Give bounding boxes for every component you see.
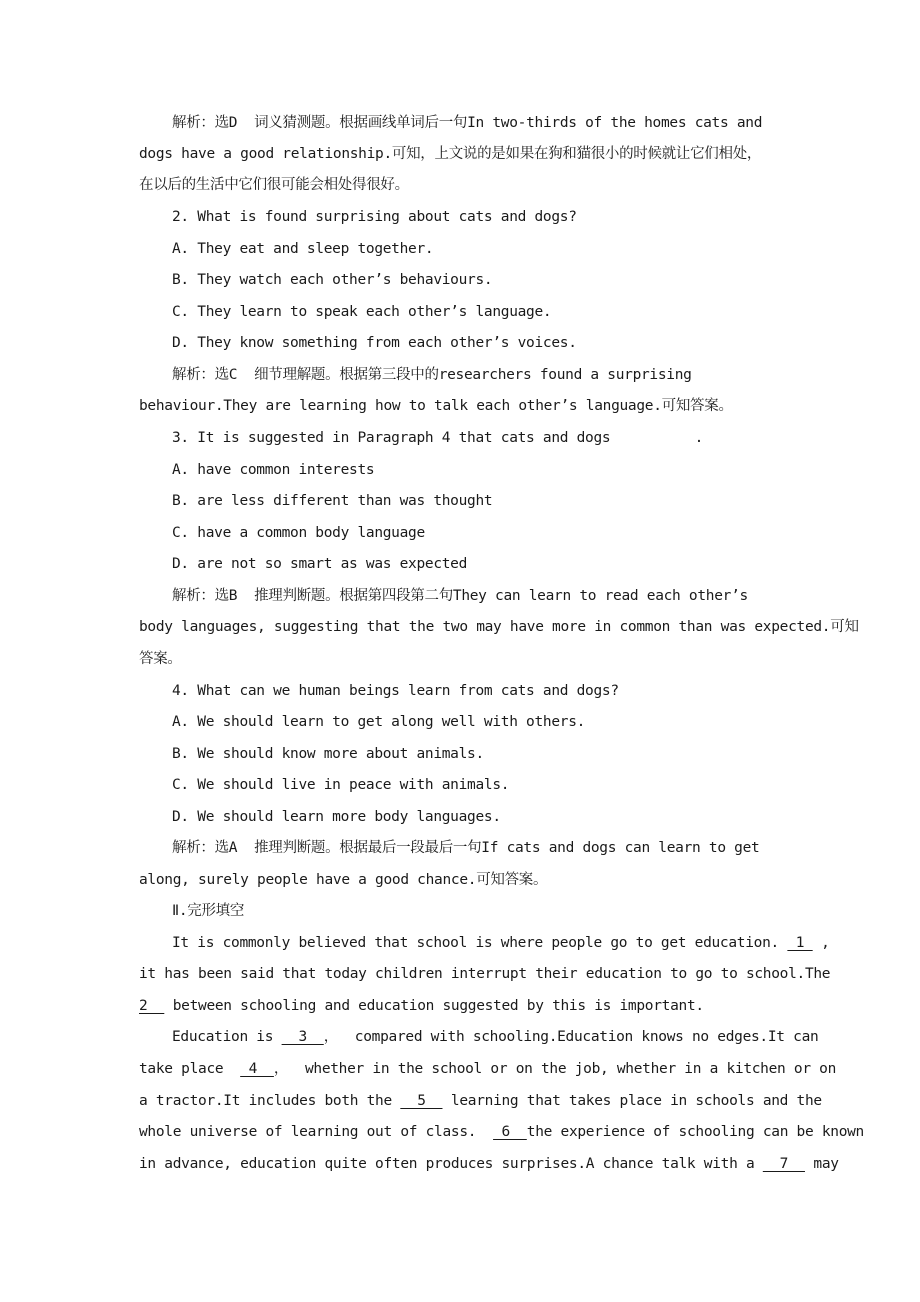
text-segment: 2. What is found surprising about cats and dogs? — [172, 209, 577, 225]
text-segment: It is commonly believed that school is where people go to get education. — [172, 935, 788, 951]
text-line — [172, 933, 830, 953]
text-segment: D. They know something from each other’s voices. — [172, 335, 577, 351]
text-line — [172, 681, 619, 701]
text-line — [139, 870, 547, 890]
text-segment: B. They watch each other’s behaviours. — [172, 272, 493, 288]
text-line — [139, 649, 182, 669]
text-segment: along, surely people have a good chance.可知答案。 — [139, 872, 548, 888]
text-line — [172, 333, 577, 353]
text-line — [172, 302, 551, 322]
text-line — [172, 901, 244, 921]
text-segment: behaviour.They are learning how to talk each other’s language.可知答案。 — [139, 398, 733, 414]
text-segment: 解析：选C 细节理解题。根据第三段中的researchers found a surprising — [172, 367, 692, 383]
text-segment: D. We should learn more body languages. — [172, 809, 501, 825]
text-segment: A. have common interests — [172, 462, 375, 478]
text-line — [139, 1122, 864, 1142]
text-segment: C. They learn to speak each other’s language. — [172, 304, 552, 320]
text-line — [139, 144, 761, 164]
text-line — [172, 113, 762, 133]
cloze-blank: 2 — [139, 998, 165, 1014]
text-segment: it has been said that today children interrupt their education to go to school.The — [139, 966, 831, 982]
text-segment: Education is — [172, 1029, 282, 1045]
cloze-blank: 3 — [281, 1029, 324, 1045]
text-segment: in advance, education quite often produces surprises.A chance talk with a — [139, 1156, 763, 1172]
text-segment: D. are not so smart as was expected — [172, 556, 468, 572]
text-line — [172, 523, 425, 543]
text-segment: 答案。 — [139, 651, 182, 667]
text-segment: whole universe of learning out of class. — [139, 1124, 494, 1140]
text-line — [172, 365, 692, 385]
text-segment: B. We should know more about animals. — [172, 746, 484, 762]
text-segment: the experience of schooling can be known — [526, 1124, 864, 1140]
text-segment: ， compared with schooling.Education knows no edges.It can — [323, 1029, 819, 1045]
text-segment: A. We should learn to get along well with others. — [172, 714, 586, 730]
text-segment: 在以后的生活中它们很可能会相处得很好。 — [139, 177, 409, 193]
text-segment: A. They eat and sleep together. — [172, 241, 434, 257]
text-segment: C. We should live in peace with animals. — [172, 777, 510, 793]
text-segment: take place — [139, 1061, 241, 1077]
text-segment: C. have a common body language — [172, 525, 425, 541]
text-line — [172, 270, 492, 290]
text-segment: , — [812, 935, 830, 951]
text-line — [172, 460, 374, 480]
text-line — [172, 838, 759, 858]
cloze-blank: 5 — [400, 1093, 443, 1109]
text-segment: dogs have a good relationship.可知，上文说的是如果在狗和猫很小的时候就让它们相处， — [139, 146, 762, 162]
text-line — [172, 1027, 818, 1047]
text-line — [139, 617, 859, 637]
text-line — [139, 396, 733, 416]
text-line — [139, 175, 409, 195]
cloze-blank: 4 — [240, 1061, 274, 1077]
text-line — [139, 996, 704, 1016]
text-line — [139, 1154, 839, 1174]
text-segment: 4. What can we human beings learn from cats and dogs? — [172, 683, 619, 699]
text-line — [172, 775, 509, 795]
text-segment: between schooling and education suggested by this is important. — [164, 998, 704, 1014]
text-line — [172, 744, 484, 764]
text-line — [172, 586, 748, 606]
text-segment: learning that takes place in schools and the — [442, 1093, 822, 1109]
text-line — [172, 807, 501, 827]
text-segment: may — [804, 1156, 839, 1172]
text-line — [172, 491, 492, 511]
text-line — [172, 554, 467, 574]
text-segment: ， whether in the school or on the job, whether in a kitchen or on — [273, 1061, 837, 1077]
text-line — [172, 428, 703, 448]
cloze-blank: 7 — [762, 1156, 805, 1172]
cloze-blank: 6 — [493, 1124, 527, 1140]
text-line — [172, 712, 585, 732]
text-segment: 解析：选B 推理判断题。根据第四段第二句They can learn to read each other’s — [172, 588, 748, 604]
text-line — [172, 207, 577, 227]
text-segment: 3. It is suggested in Paragraph 4 that cats and dogs . — [172, 430, 704, 446]
text-line — [172, 239, 433, 259]
text-segment: Ⅱ.完形填空 — [172, 903, 245, 919]
text-segment: a tractor.It includes both the — [139, 1093, 401, 1109]
text-line — [139, 964, 830, 984]
text-segment: 解析：选A 推理判断题。根据最后一段最后一句If cats and dogs can learn to get — [172, 840, 760, 856]
text-segment: B. are less different than was thought — [172, 493, 493, 509]
text-segment: body languages, suggesting that the two may have more in common than was expected.可知 — [139, 619, 859, 635]
text-line — [139, 1059, 836, 1079]
text-line — [139, 1091, 822, 1111]
cloze-blank: 1 — [787, 935, 813, 951]
text-segment: 解析：选D 词义猜测题。根据画线单词后一句In two-thirds of the homes cats and — [172, 115, 763, 131]
